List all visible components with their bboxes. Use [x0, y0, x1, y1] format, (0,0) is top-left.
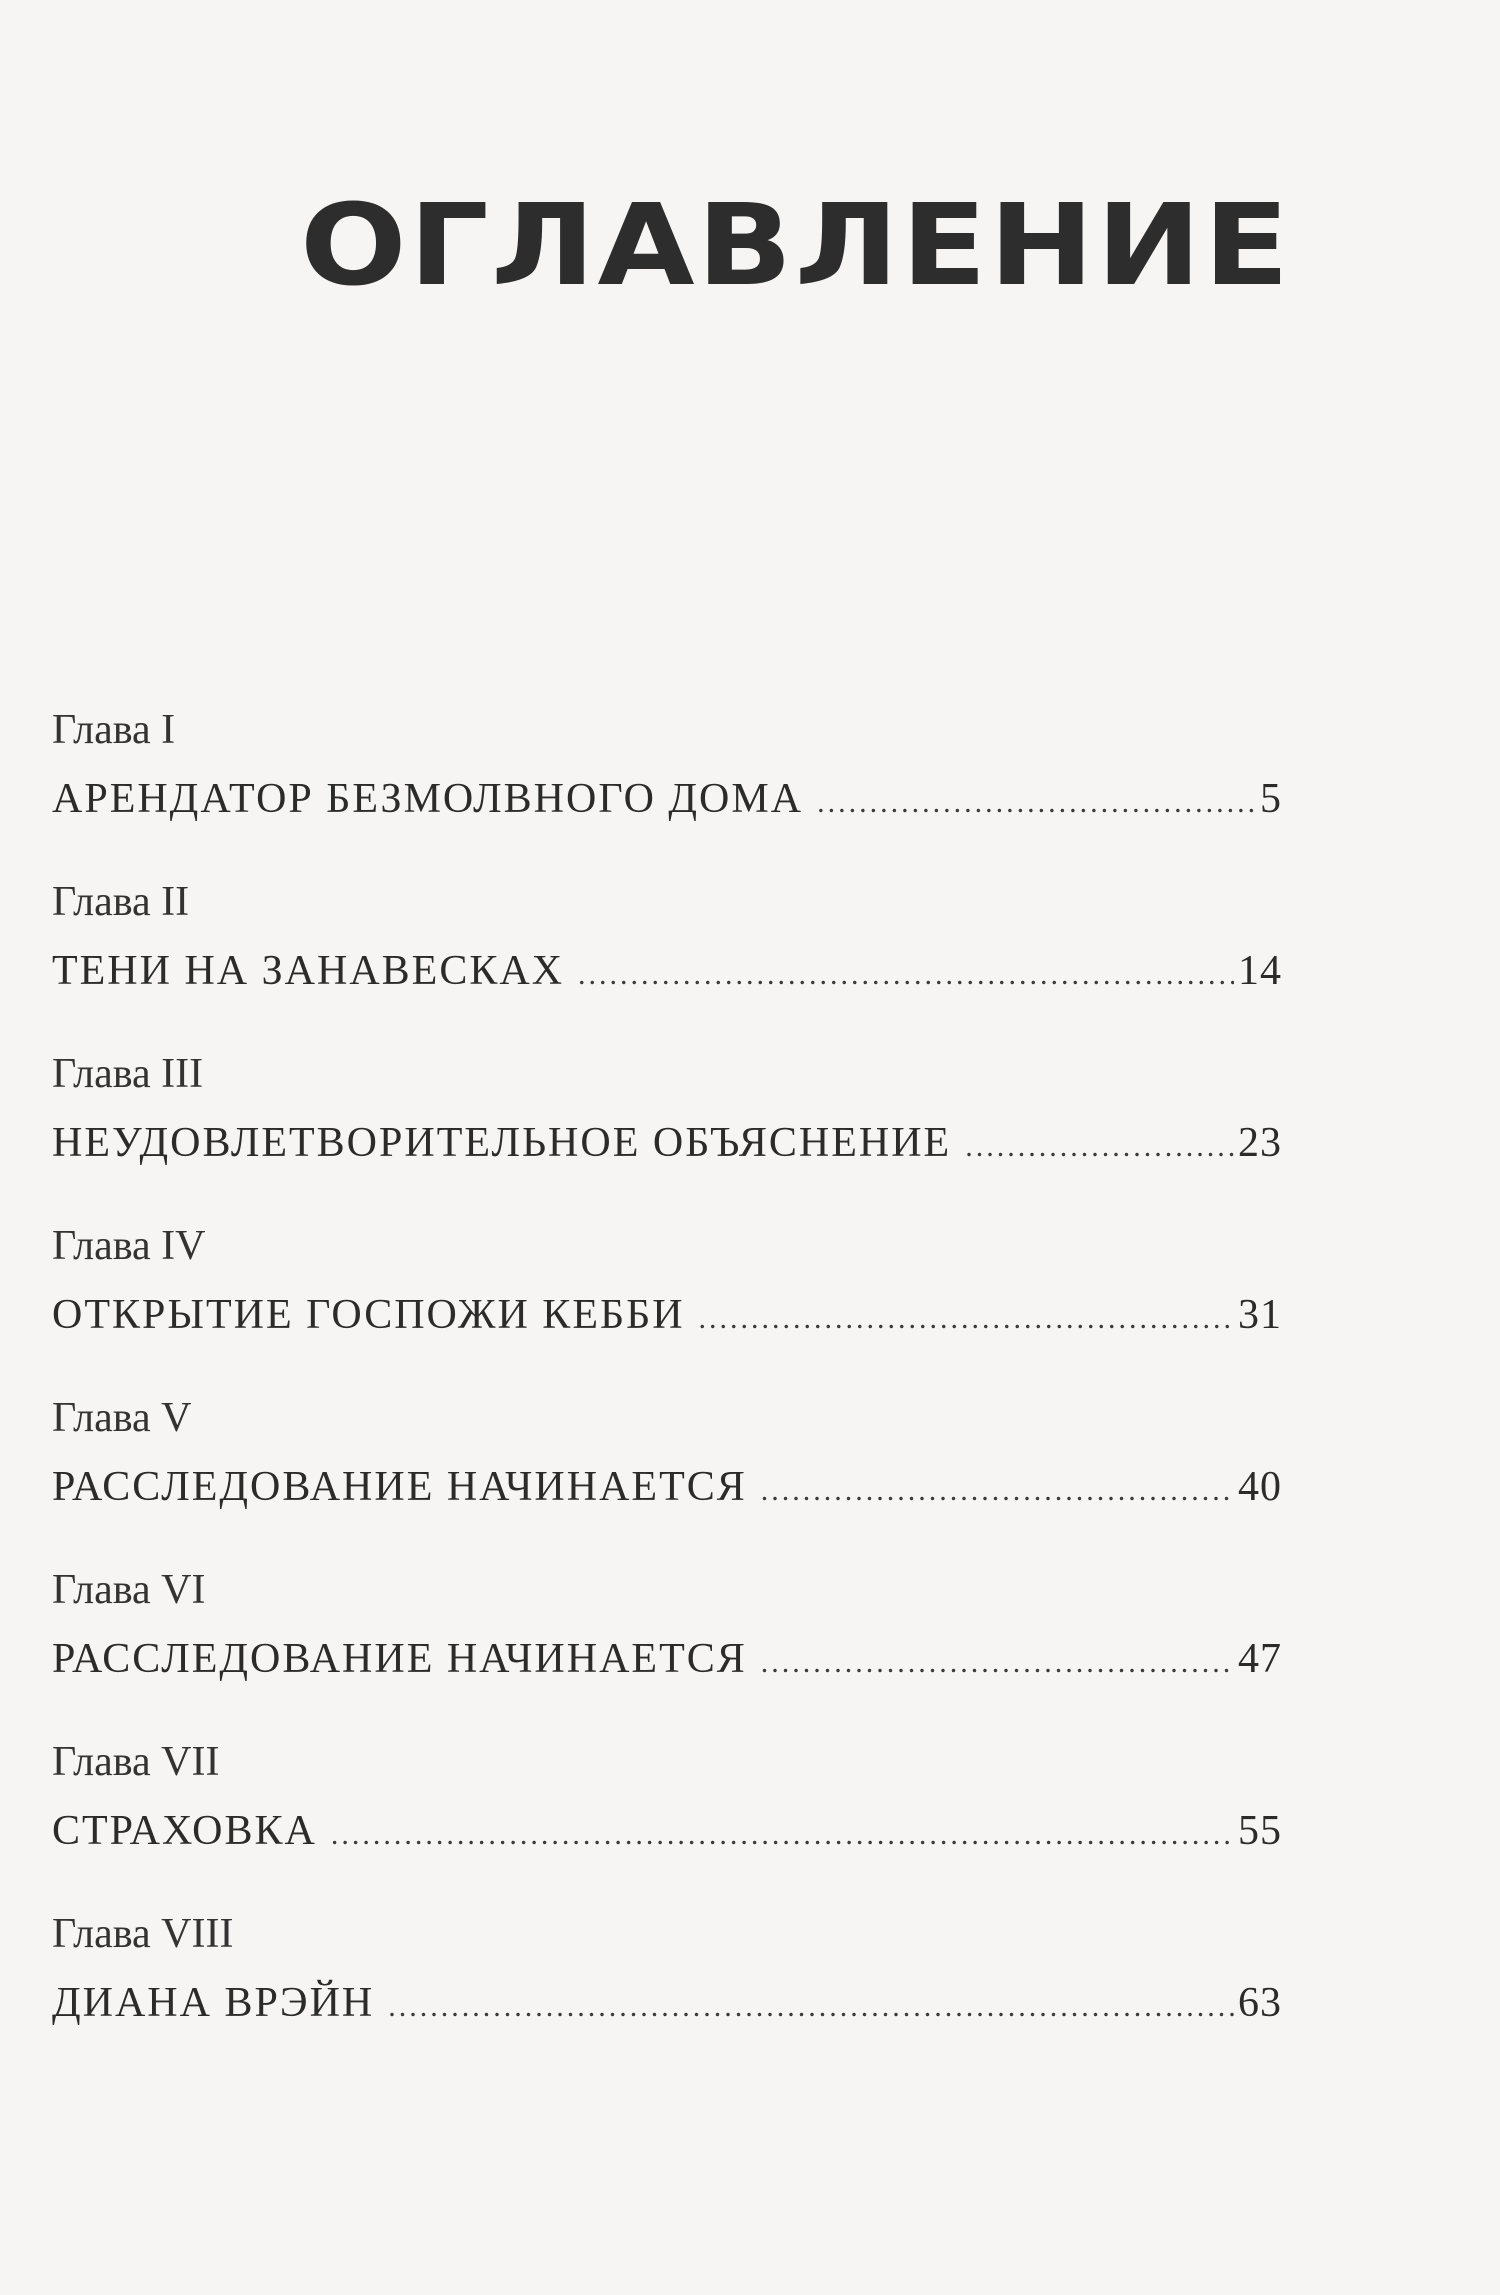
chapter-title: СТРАХОВКА	[52, 1808, 317, 1854]
chapter-number: Глава VII	[52, 1739, 220, 1785]
table-of-contents	[52, 705, 1282, 2081]
chapter-title: РАССЛЕДОВАНИЕ НАЧИНАЕТСЯ	[52, 1636, 747, 1682]
page-number: 63	[1238, 1980, 1282, 2026]
chapter-title: АРЕНДАТОР БЕЗМОЛВНОГО ДОМА	[52, 776, 804, 822]
dot-leader	[331, 1801, 1234, 1865]
toc-line	[52, 769, 1282, 833]
dot-leader	[761, 1629, 1234, 1693]
toc-entry	[52, 705, 1282, 877]
chapter-number: Глава I	[52, 707, 176, 753]
chapter-number: Глава IV	[52, 1223, 206, 1269]
page-title: ОГЛАВЛЕНИЕ	[300, 181, 1292, 311]
chapter-number: Глава VIII	[52, 1911, 234, 1957]
dot-leader	[761, 1457, 1234, 1521]
chapter-title: ОТКРЫТИЕ ГОСПОЖИ КЕББИ	[52, 1292, 685, 1338]
dot-leader	[388, 1973, 1234, 2037]
chapter-title: ДИАНА ВРЭЙН	[52, 1980, 375, 2026]
chapter-number: Глава V	[52, 1395, 192, 1441]
toc-line	[52, 1629, 1282, 1693]
page-number: 47	[1238, 1636, 1282, 1682]
toc-entry	[52, 1737, 1282, 1909]
toc-entry	[52, 1049, 1282, 1221]
page-number: 23	[1238, 1120, 1282, 1166]
toc-entry	[52, 1221, 1282, 1393]
dot-leader	[699, 1285, 1234, 1349]
toc-line	[52, 1113, 1282, 1177]
toc-entry	[52, 1565, 1282, 1737]
dot-leader	[965, 1113, 1234, 1177]
dot-leader	[817, 769, 1256, 833]
page-number: 14	[1238, 948, 1282, 994]
chapter-title: ТЕНИ НА ЗАНАВЕСКАХ	[52, 948, 565, 994]
toc-line	[52, 1973, 1282, 2037]
chapter-title: НЕУДОВЛЕТВОРИТЕЛЬНОЕ ОБЪЯСНЕНИЕ	[52, 1120, 952, 1166]
toc-line	[52, 1285, 1282, 1349]
toc-entry	[52, 877, 1282, 1049]
chapter-number: Глава II	[52, 879, 190, 925]
page-number: 31	[1238, 1292, 1282, 1338]
chapter-number: Глава III	[52, 1051, 204, 1097]
toc-line	[52, 1457, 1282, 1521]
page-number: 55	[1238, 1808, 1282, 1854]
chapter-number: Глава VI	[52, 1567, 206, 1613]
page-number: 40	[1238, 1464, 1282, 1510]
toc-entry	[52, 1393, 1282, 1565]
page-number: 5	[1260, 776, 1282, 822]
dot-leader	[578, 941, 1234, 1005]
chapter-title: РАССЛЕДОВАНИЕ НАЧИНАЕТСЯ	[52, 1464, 747, 1510]
toc-line	[52, 941, 1282, 1005]
toc-entry	[52, 1909, 1282, 2081]
toc-line	[52, 1801, 1282, 1865]
